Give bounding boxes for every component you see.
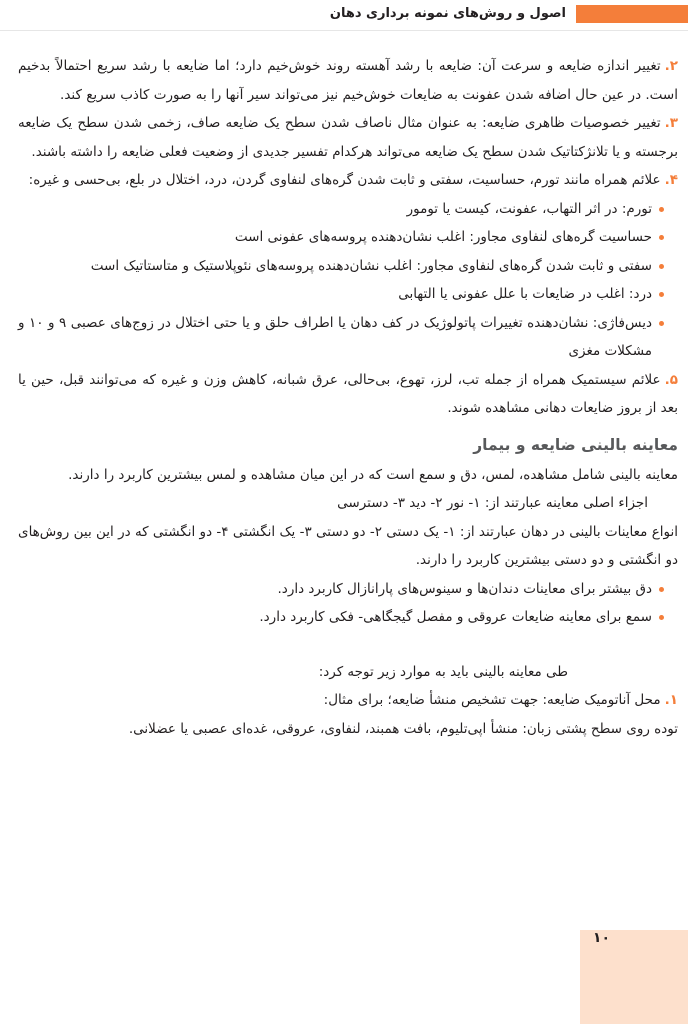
item-number: ۳. xyxy=(664,115,678,131)
header-accent-bar xyxy=(576,5,688,23)
item-text: تغییر خصوصیات ظاهری ضایعه: به عنوان مثال ناصاف شدن سطح یک ضایعه صاف، زخمی شدن سطح یک ضایعه برجسته و یا تلانژکتاتیک شدن سطح یک ضایعه می‌تواند هرکدام تفسیر جدیدی از وضعیت فعلی ضایعه را داشته باشند. xyxy=(18,115,678,160)
example-text: توده روی سطح پشتی زبان: منشأ اپی‌تلیوم، بافت همبند، لنفاوی، عروقی، غده‌ای عصبی یا عضلانی. xyxy=(128,720,678,737)
item-text: علائم سیستمیک همراه از جمله تب، لرز، تهوع، بی‌حالی، عرق شبانه، کاهش وزن و غیره که می‌توانند قبل، حین یا بعد از بروز ضایعات دهانی مشاهده شوند. xyxy=(18,371,678,416)
bullet-dot-icon xyxy=(659,615,664,620)
bullet-dot-icon xyxy=(659,207,664,212)
exam-bullet xyxy=(18,575,688,604)
symptom-bullet xyxy=(18,309,688,366)
item-number: ۲. xyxy=(664,58,678,74)
page-number: ۱۰ xyxy=(592,930,610,946)
symptom-bullet xyxy=(18,223,688,252)
section-intro: معاینه بالینی شامل مشاهده، لمس، دق و سمع است که در این میان مشاهده و لمس بیشترین کاربرد را دارند. xyxy=(68,466,678,483)
section-heading: معاینه بالینی ضایعه و بیمار xyxy=(473,435,678,454)
bullet-text: دیس‌فاژی: نشان‌دهنده تغییرات پاتولوژیک در کف دهان یا اطراف حلق و یا حتی اختلال در زوج‌های عصبی ۹ و ۱۰ و مشکلات مغزی xyxy=(18,314,652,359)
running-header-title: اصول و روش‌های نمونه برداری دهان xyxy=(329,6,566,21)
attention-note: طی معاینه بالینی باید به موارد زیر توجه کرد: xyxy=(318,663,568,680)
exam-types: انواع معاینات بالینی در دهان عبارتند از: ۱- یک دستی ۲- دو دستی ۳- یک انگشتی ۴- دو انگشتی که در این بین روش‌های دو انگشتی و دو دستی بیشترین کاربرد را دارند. xyxy=(18,523,678,568)
list-item-4 xyxy=(18,166,688,195)
spacer xyxy=(18,632,688,658)
bullet-text: درد: اغلب در ضایعات با علل عفونی یا التهابی xyxy=(398,286,652,302)
bullet-dot-icon xyxy=(659,235,664,240)
item-text: محل آناتومیک ضایعه: جهت تشخیص منشأ ضایعه؛ برای مثال: xyxy=(323,692,661,708)
list-item-5 xyxy=(18,366,688,423)
bullet-text: حساسیت گره‌های لنفاوی مجاور: اغلب نشان‌دهنده پروسه‌های عفونی است xyxy=(234,229,652,245)
list-item-1 xyxy=(18,686,688,715)
exam-bullet xyxy=(18,603,688,632)
item-number: ۱. xyxy=(664,692,678,708)
bullet-text: دق بیشتر برای معاینات دندان‌ها و سینوس‌های پارانازال کاربرد دارد. xyxy=(277,580,652,597)
bullet-text: سمع برای معاینه ضایعات عروقی و مفصل گیجگاهی- فکی کاربرد دارد. xyxy=(259,609,652,625)
list-item-3 xyxy=(18,109,688,166)
item-number: ۵. xyxy=(664,371,678,388)
bullet-dot-icon xyxy=(659,587,664,592)
symptom-bullet xyxy=(18,252,688,281)
bullet-text: سفتی و ثابت شدن گره‌های لنفاوی مجاور: اغلب نشان‌دهنده پروسه‌های نئوپلاستیک و متاستاتیک است xyxy=(90,257,652,274)
bullet-dot-icon xyxy=(659,321,664,326)
item-number: ۴. xyxy=(664,172,678,188)
list-item-2 xyxy=(18,52,688,109)
header-divider xyxy=(0,30,688,31)
bullet-text: تورم: در اثر التهاب، عفونت، کیست یا تومور xyxy=(406,200,652,217)
item-text: تغییر اندازه ضایعه و سرعت آن: ضایعه با رشد آهسته روند خوش‌خیم دارد؛ اما ضایعه با رشد سریع احتمالاً بدخیم است. در عین حال اضافه شدن عفونت به ضایعات خوش‌خیم نیز می‌تواند سیر آنها را به صورت کاذب سریع کند. xyxy=(18,58,678,103)
item-text: علائم همراه مانند تورم، حساسیت، سفتی و ثابت شدن گره‌های لنفاوی گردن، درد، اختلال در بلع، بی‌حسی و غیره: xyxy=(28,172,661,188)
page-body xyxy=(18,52,688,743)
bullet-dot-icon xyxy=(659,292,664,297)
exam-components: اجزاء اصلی معاینه عبارتند از: ۱- نور ۲- دید ۳- دسترسی xyxy=(337,495,648,511)
symptom-bullet xyxy=(18,195,688,224)
bullet-dot-icon xyxy=(659,264,664,269)
symptom-bullet xyxy=(18,280,688,309)
